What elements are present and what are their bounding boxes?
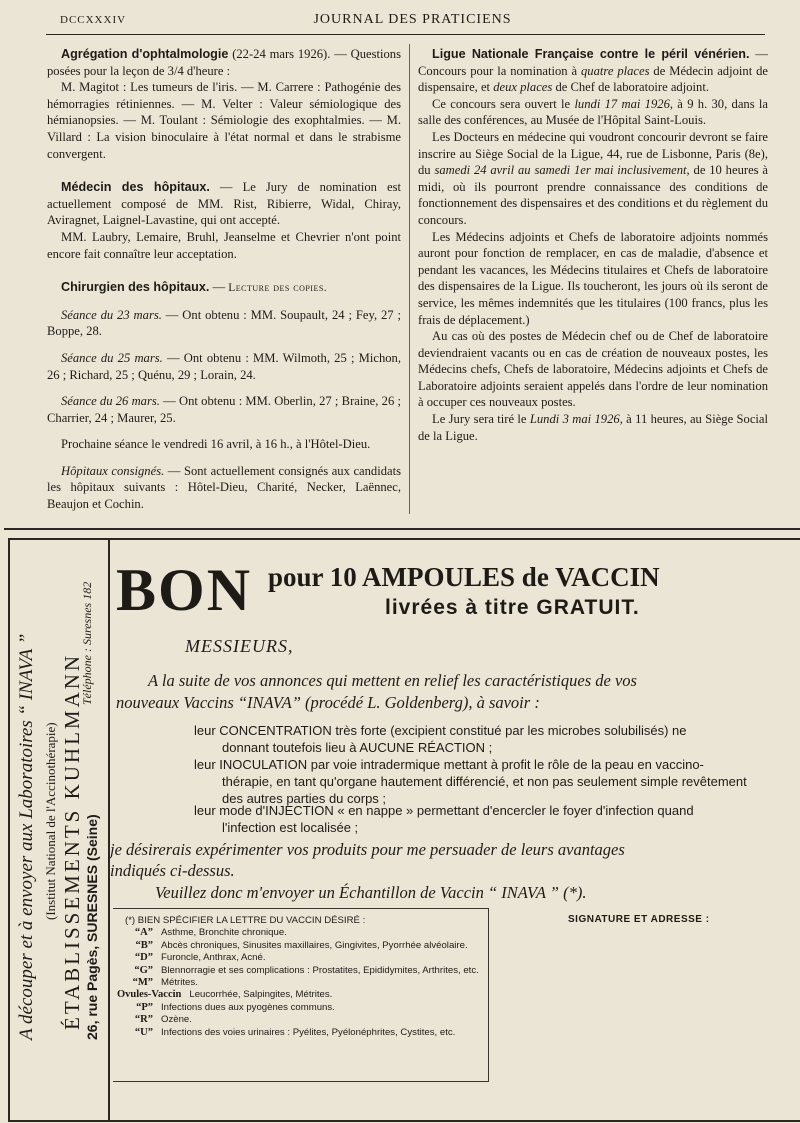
ligue-text-c: de Chef de laboratoire adjoint. (552, 80, 709, 95)
offer-title: pour 10 AMPOULES de VACCIN (268, 562, 660, 592)
injection-line-2: l'infection est localisée ; (222, 820, 359, 835)
coupon-sidebar-rule (108, 538, 110, 1120)
legend-description: Leucorrhée, Salpingites, Métrites. (189, 989, 333, 1001)
medecin-paragraph (47, 179, 401, 229)
legend-code: “U” (134, 1026, 153, 1038)
p3-dates: samedi 24 avril au samedi 1er mai inclusivement (434, 163, 687, 178)
address-line: 26, rue Pagès, SURESNES (Seine) (84, 814, 100, 1040)
p3-b: , de 10 heures à midi, où ils pourront prendre connaissance des conditions de fonctionnement des dispensaires et des conditions et du règlement du concours. (418, 163, 768, 227)
agregation-paragraph (47, 46, 401, 79)
legend-heading: (*) BIEN SPÉCIFIER LA LETTRE DU VACCIN DÉSIRÉ : (125, 915, 366, 926)
p2-b: , à 9 h. 30, dans la salle des conférences, au Musée de l'Hôpital Saint-Louis. (418, 96, 768, 128)
ligue-text-b: de Médecin adjoint de dispensaire, et (418, 63, 769, 95)
seance-2-date: Séance du 25 mars. (61, 350, 163, 365)
telephone: Téléphone : Suresnes 182 (80, 581, 94, 705)
chirurgien-paragraph (47, 279, 401, 297)
injection-line-1: leur mode d'INJECTION « en nappe » permettant d'encercler le foyer d'infection quand (194, 803, 694, 818)
legend-code: “M” (132, 977, 153, 989)
left-column (47, 46, 401, 513)
legend-item (113, 1002, 488, 1014)
legend-description: Blennorragie et ses complications : Prostatites, Epididymites, Arthrites, etc. (161, 964, 479, 976)
legend-description: Infections des voies urinaires : Pyélites, Pyélonéphrites, Cystites, etc. (161, 1026, 456, 1038)
concentration-line-2: donnant toutefois lieu à AUCUNE RÉACTION ; (222, 740, 493, 755)
concours-date-paragraph (418, 96, 768, 129)
hopitaux-heading: Hôpitaux consignés. (61, 463, 165, 478)
medecin-heading: Médecin des hôpitaux. (61, 180, 210, 195)
page-header (60, 12, 765, 32)
header-rule (46, 34, 765, 35)
legend-item (113, 989, 488, 1001)
bon-title: BON (116, 557, 253, 623)
legend-description: Abcès chroniques, Sinusites maxillaires, Gingivites, Pyorrhée alvéolaire. (161, 939, 468, 951)
intro-line-2: nouveaux Vaccins “INAVA” (procédé L. Goldenberg), à savoir : (116, 693, 540, 712)
seance-3 (47, 393, 401, 426)
seance-1 (47, 307, 401, 340)
ligue-quatre-places: quatre places (581, 63, 650, 78)
inoculation-line-3: des autres parties du corps ; (222, 791, 387, 806)
p2-date: lundi 17 mai 1926 (574, 96, 670, 111)
institute-name: (Institut National de l'Accinothérapie) (43, 722, 58, 920)
medecin-paragraph-2: MM. Laubry, Lemaire, Bruhl, Jeanselme et Chevrier n'ont point encore fait connaître leur acceptation. (47, 229, 401, 261)
hopitaux-body: — Sont actuellement consignés aux candidats les hôpitaux suivants : Hôtel-Dieu, Charité, Necker, Laënnec, Beaujon et Cochin. (47, 463, 401, 512)
p6-date: Lundi 3 mai 1926 (529, 412, 620, 427)
legend-description: Ozène. (161, 1014, 192, 1026)
company-address (84, 814, 100, 1040)
legend-description: Furoncle, Anthrax, Acné. (161, 952, 266, 964)
chirurgien-heading: Chirurgien des hôpitaux. (61, 280, 210, 295)
desire-line-2: indiqués ci-dessus. (110, 861, 235, 880)
intro-line-1: A la suite de vos annonces qui mettent en relief les caractéristiques de vos (148, 671, 637, 690)
prochaine-seance: Prochaine séance le vendredi 16 avril, à 16 h., à l'Hôtel-Dieu. (61, 437, 371, 452)
offer-subtitle: livrées à titre GRATUIT. (385, 596, 640, 619)
ligue-paragraph (418, 46, 768, 96)
request-line: Veuillez donc m'envoyer un Échantillon de Vaccin “ INAVA ” (*). (155, 883, 587, 902)
seance-3-body: — Ont obtenu : MM. Oberlin, 27 ; Braine, 26 ; Charrier, 24 ; Maurer, 25. (47, 394, 401, 425)
p6-b: , à 11 heures, au Siège Social de la Ligue. (418, 412, 769, 443)
coupon-instruction: A découper et à envoyer aux Laboratoires “ INAVA ” (16, 633, 37, 1040)
legend-item (113, 1027, 488, 1039)
legend-list (113, 927, 488, 1039)
vaccin-legend (113, 908, 489, 1082)
fonction-paragraph: Les Médecins adjoints et Chefs de laboratoire adjoints nommés auront pour fonction de remplacer, en cas de maladie, d'absence et pendant les vacances, les Médecins titulaires et Chefs de laboratoire des dispensaires de la Ligue. Ils toucheront, les jours où ils seront de service, les mêmes indemnités que les titulaires (100 francs, plus les frais de déplacement.) (418, 229, 768, 327)
legend-description: Asthme, Bronchite chronique. (161, 927, 287, 939)
seance-2 (47, 350, 401, 383)
inscription-paragraph (418, 129, 768, 229)
agregation-heading: Agrégation d'ophtalmologie (61, 47, 229, 61)
p2-a: Ce concours sera ouvert le (432, 96, 575, 111)
column-divider (409, 44, 410, 514)
legend-code: Ovules-Vaccin (117, 989, 182, 1001)
ligue-text-a: — Concours pour la nomination à (418, 47, 768, 78)
agregation-list: M. Magitot : Les tumeurs de l'iris. — M. Carrere : Pathogénie des hémorragies rétiniennes. — M. Velter : Valeur sémiologique des hémianopsies. — M. Toulant : Sémiologie des exophtalmies. — M. Villard : La vision binoculaire à l'état normal et dans le strabisme convergent. (47, 80, 401, 161)
agregation-intro: (22-24 mars 1926). — Questions posées pour la leçon de 3/4 d'heure : (47, 47, 401, 78)
legend-item (113, 952, 488, 964)
page-folio: DCCXXXIV (60, 14, 127, 26)
medecin-body: — Le Jury de nomination est actuellement composé de MM. Rist, Ribierre, Widal, Chiray, Aviragnet, Laignel-Lavastine, qui ont accepté. (47, 180, 401, 228)
p3-a: Les Docteurs en médecine qui voudront concourir devront se faire inscrire au Siège Social de la Ligue, 44, rue de Lisbonne, Paris (8e), du (418, 129, 768, 178)
inoculation-line-1: leur INOCULATION par voie intradermique mettant à profit le rôle de la peau en vaccino- (194, 757, 704, 772)
chirurgien-dash: — (209, 280, 229, 295)
journal-title: JOURNAL DES PRATICIENS (313, 12, 512, 27)
legend-code: “G” (134, 964, 153, 976)
ligue-heading: Ligue Nationale Française contre le péril vénérien. (432, 47, 750, 61)
seance-3-date: Séance du 26 mars. (61, 394, 160, 409)
lecture-copies: Lecture des copies. (228, 282, 328, 295)
hopitaux-paragraph (47, 463, 401, 513)
legend-code: “D” (134, 952, 153, 964)
legend-item (113, 965, 488, 977)
seance-2-body: — Ont obtenu : MM. Wilmoth, 25 ; Michon, 26 ; Richard, 25 ; Quénu, 29 ; Lorain, 24. (47, 350, 402, 382)
legend-description: Infections dues aux pyogènes communs. (161, 1001, 335, 1013)
p6-a: Le Jury sera tiré le (432, 412, 530, 427)
concentration-line-1: leur CONCENTRATION très forte (excipient constitué par les microbes solubilisés) ne (194, 723, 687, 738)
postes-paragraph: Au cas où des postes de Médecin chef ou de Chef de laboratoire deviendraient vacants ou en cas de création de nouveaux postes, les Médecins chefs, Chefs de laboratoire, Médecins adjoints et Chefs de Laboratoire adjoints seraient appelés dans l'ordre de leur nomination à occuper ces nouveaux postes. (418, 329, 768, 410)
company-name: ÉTABLISSEMENTS KUHLMANN (60, 652, 84, 1030)
right-column (418, 46, 768, 444)
inoculation-line-2: thérapie, en tant qu'organe hautement différencié, et non pas seulement simple revêtement (222, 774, 747, 789)
legend-item (113, 977, 488, 989)
jury-paragraph (418, 411, 768, 444)
section-rule (4, 528, 800, 530)
legend-item (113, 940, 488, 952)
desire-line-1: je désirerais expérimenter vos produits pour me persuader de leurs avantages (110, 840, 625, 859)
legend-item (113, 1014, 488, 1026)
legend-code: “B” (135, 939, 153, 951)
legend-item (113, 927, 488, 939)
ligue-deux-places: deux places (493, 80, 553, 95)
legend-description: Métrites. (161, 977, 198, 989)
salutation: MESSIEURS, (185, 636, 294, 656)
signature-label: SIGNATURE ET ADRESSE : (568, 914, 710, 925)
seance-1-body: — Ont obtenu : MM. Soupault, 24 ; Fey, 27 ; Boppe, 28. (47, 307, 401, 339)
legend-code: “A” (134, 927, 153, 939)
legend-code: “R” (134, 1014, 153, 1026)
legend-code: “P” (136, 1001, 153, 1013)
seance-1-date: Séance du 23 mars. (61, 307, 162, 322)
